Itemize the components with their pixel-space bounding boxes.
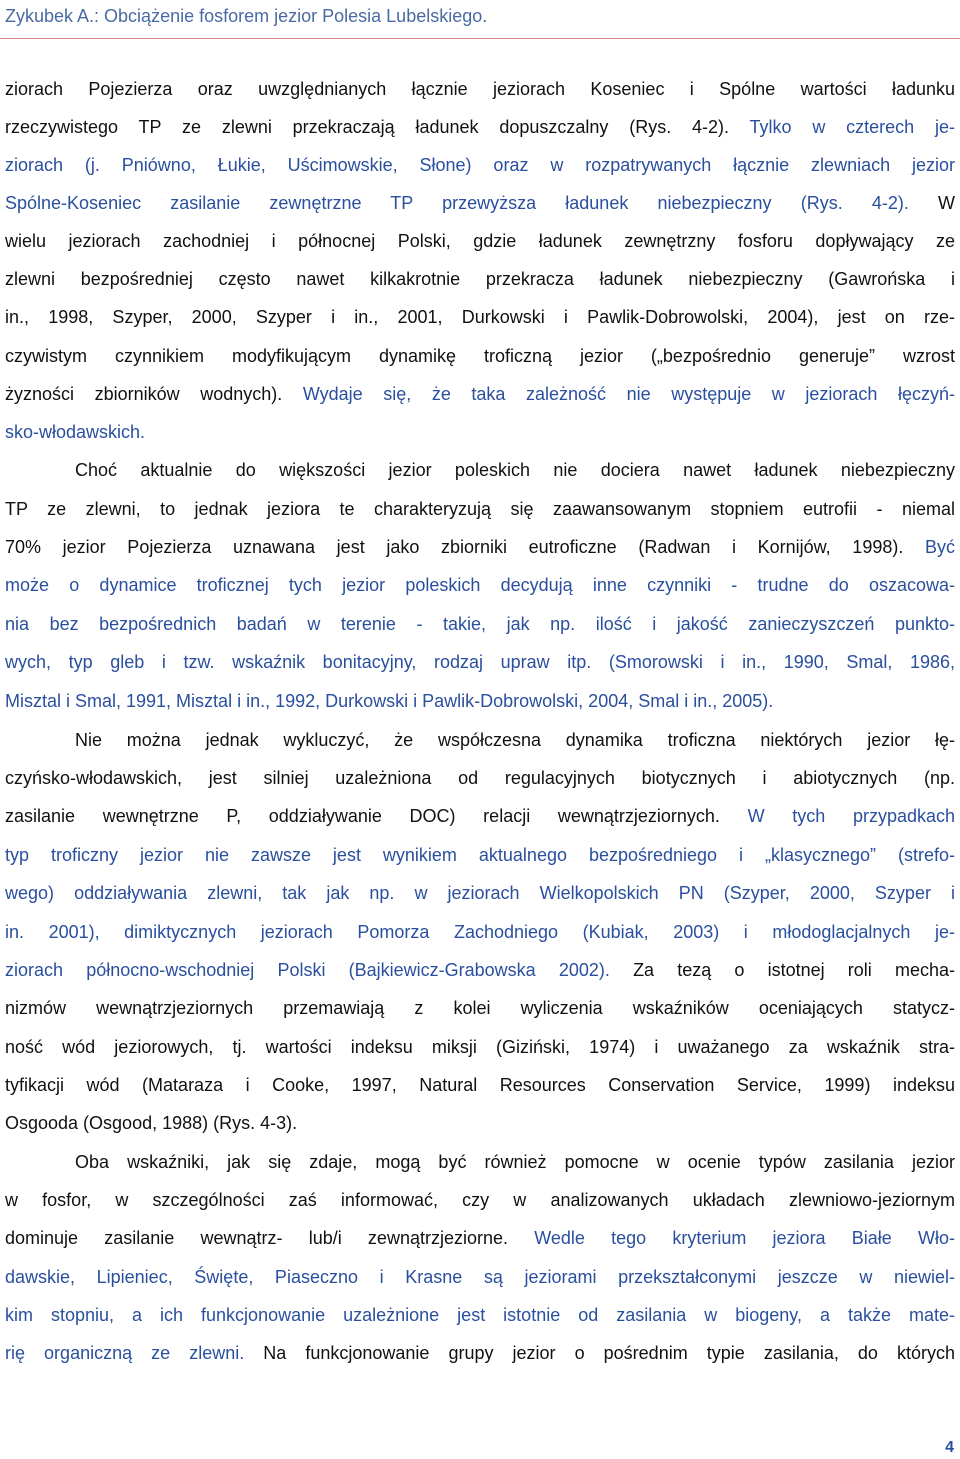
text-line bbox=[5, 1104, 955, 1142]
text-line bbox=[5, 797, 955, 835]
text-line bbox=[5, 913, 955, 951]
text-line bbox=[5, 260, 955, 298]
text-line bbox=[5, 375, 955, 413]
text-line bbox=[5, 951, 955, 989]
text-line bbox=[5, 1219, 955, 1257]
text-line bbox=[5, 1066, 955, 1104]
text-segment: tyfikacji wód (Mataraza i Cooke, 1997, Natural Resources Conservation Service, 1999) indeksu bbox=[5, 1075, 955, 1095]
highlighted-text: rię organiczną ze zlewni. bbox=[5, 1343, 264, 1363]
text-segment: TP ze zlewni, to jednak jeziora te charakteryzują się zaawansowanym stopniem eutrofii - niemal bbox=[5, 499, 955, 519]
text-segment: dominuje zasilanie wewnątrz- lub/i zewnątrzjeziorne. bbox=[5, 1228, 535, 1248]
highlighted-text: Wydaje się, że taka zależność nie występuje w jeziorach łęczyń- bbox=[302, 384, 955, 404]
text-line bbox=[5, 566, 955, 604]
highlighted-text: in. 2001), dimiktycznych jeziorach Pomorza Zachodniego (Kubiak, 2003) i młodoglacjalnych je- bbox=[5, 922, 955, 942]
text-line bbox=[5, 298, 955, 336]
highlighted-text: Spólne-Koseniec zasilanie zewnętrzne TP przewyższa ładunek niebezpieczny (Rys. 4-2). bbox=[5, 193, 938, 213]
running-header: Zykubek A.: Obciążenie fosforem jezior Polesia Lubelskiego. bbox=[5, 6, 488, 26]
text-segment: Oba wskaźniki, jak się zdaje, mogą być również pomocne w ocenie typów zasilania jezior bbox=[75, 1152, 955, 1172]
text-segment: żyzności zbiorników wodnych). bbox=[5, 384, 303, 404]
text-line bbox=[5, 874, 955, 912]
text-line bbox=[5, 70, 955, 108]
text-line bbox=[5, 989, 955, 1027]
text-line bbox=[5, 222, 955, 260]
highlighted-text: wego) oddziaływania zlewni, tak jak np. w jeziorach Wielkopolskich PN (Szyper, 2000, Szyper i bbox=[5, 883, 955, 903]
highlighted-text: Tylko w czterech je- bbox=[749, 117, 955, 137]
text-segment: in., 1998, Szyper, 2000, Szyper i in., 2001, Durkowski i Pawlik-Dobrowolski, 2004), jest on rze- bbox=[5, 307, 955, 327]
text-segment: zlewni bezpośredniej często nawet kilkakrotnie przekracza ładunek niebezpieczny (Gawrońska i bbox=[5, 269, 955, 289]
text-segment: Za tezą o istotnej roli mecha- bbox=[633, 960, 955, 980]
text-line bbox=[5, 413, 955, 451]
text-line bbox=[5, 1028, 955, 1066]
text-line bbox=[75, 721, 955, 759]
text-line bbox=[5, 337, 955, 375]
text-line bbox=[5, 146, 955, 184]
text-line bbox=[5, 759, 955, 797]
text-line bbox=[5, 490, 955, 528]
text-segment: Osgooda (Osgood, 1988) (Rys. 4-3). bbox=[5, 1113, 298, 1133]
highlighted-text: może o dynamice troficznej tych jezior poleskich decydują inne czynniki - trudne do oszacowa- bbox=[5, 575, 955, 595]
text-line bbox=[5, 682, 955, 720]
text-segment: ziorach Pojezierza oraz uwzględnianych łącznie jeziorach Koseniec i Spólne wartości ładunku bbox=[5, 79, 955, 99]
text-segment: Choć aktualnie do większości jezior poleskich nie dociera nawet ładunek niebezpieczny bbox=[75, 460, 955, 480]
text-line bbox=[75, 451, 955, 489]
text-segment: ność wód jeziorowych, tj. wartości indeksu miksji (Giziński, 1974) i uważanego za wskaźnik stra- bbox=[5, 1037, 955, 1057]
text-line bbox=[5, 1296, 955, 1334]
text-line bbox=[5, 836, 955, 874]
text-line bbox=[5, 1181, 955, 1219]
text-segment: W bbox=[938, 193, 955, 213]
text-line bbox=[5, 1334, 955, 1372]
highlighted-text: Misztal i Smal, 1991, Misztal i in., 1992, Durkowski i Pawlik-Dobrowolski, 2004, Smal i in., 2005). bbox=[5, 691, 774, 711]
text-segment: zasilanie wewnętrzne P, oddziaływanie DOC) relacji wewnątrzjeziornych. bbox=[5, 806, 748, 826]
highlighted-text: W tych przypadkach bbox=[747, 806, 955, 826]
header-divider bbox=[0, 38, 960, 39]
highlighted-text: wych, typ gleb i tzw. wskaźnik bonitacyjny, rodzaj upraw itp. (Smorowski i in., 1990, Smal, 1986, bbox=[5, 652, 955, 672]
text-segment: Nie można jednak wykluczyć, że współczesna dynamika troficzna niektórych jezior łę- bbox=[75, 730, 955, 750]
text-line bbox=[5, 643, 955, 681]
highlighted-text: nia bez bezpośrednich badań w terenie - takie, jak np. ilość i jakość zanieczyszczeń punkto- bbox=[5, 614, 955, 634]
page-number: 4 bbox=[945, 1439, 954, 1456]
text-segment: Na funkcjonowanie grupy jezior o pośrednim typie zasilania, do których bbox=[263, 1343, 955, 1363]
highlighted-text: ziorach północno-wschodniej Polski (Bajkiewicz-Grabowska 2002). bbox=[5, 960, 634, 980]
text-segment: w fosfor, w szczególności zaś informować, czy w analizowanych układach zlewniowo-jeziornym bbox=[5, 1190, 955, 1210]
text-segment: czywistym czynnikiem modyfikującym dynamikę troficzną jezior („bezpośrednio generuje” wzrost bbox=[5, 346, 955, 366]
text-segment: rzeczywistego TP ze zlewni przekraczają ładunek dopuszczalny (Rys. 4-2). bbox=[5, 117, 750, 137]
highlighted-text: sko-włodawskich. bbox=[5, 422, 146, 442]
text-line bbox=[5, 605, 955, 643]
highlighted-text: kim stopniu, a ich funkcjonowanie uzależnione jest istotnie od zasilania w biogeny, a także mate- bbox=[5, 1305, 955, 1325]
highlighted-text: Wedle tego kryterium jeziora Białe Wło- bbox=[534, 1228, 955, 1248]
text-line bbox=[5, 528, 955, 566]
text-line bbox=[5, 184, 955, 222]
text-segment: nizmów wewnątrzjeziornych przemawiają z kolei wyliczenia wskaźników oceniających statycz- bbox=[5, 998, 955, 1018]
text-line bbox=[75, 1143, 955, 1181]
text-line bbox=[5, 1258, 955, 1296]
highlighted-text: ziorach (j. Pniówno, Łukie, Uścimowskie, Słone) oraz w rozpatrywanych łącznie zlewniach jezior bbox=[5, 155, 955, 175]
highlighted-text: dawskie, Lipieniec, Święte, Piaseczno i Krasne są jeziorami przekształconymi jeszcze w niewiel- bbox=[5, 1267, 955, 1287]
text-line bbox=[5, 108, 955, 146]
text-segment: 70% jezior Pojezierza uznawana jest jako zbiorniki eutroficzne (Radwan i Kornijów, 1998). bbox=[5, 537, 925, 557]
text-segment: wielu jeziorach zachodniej i północnej Polski, gdzie ładunek zewnętrzny fosforu dopływający ze bbox=[5, 231, 955, 251]
highlighted-text: typ troficzny jezior nie zawsze jest wynikiem aktualnego bezpośredniego i „klasycznego” (strefo- bbox=[5, 845, 955, 865]
highlighted-text: Być bbox=[924, 537, 955, 557]
text-segment: czyńsko-włodawskich, jest silniej uzależniona od regulacyjnych biotycznych i abiotycznych (np. bbox=[5, 768, 955, 788]
